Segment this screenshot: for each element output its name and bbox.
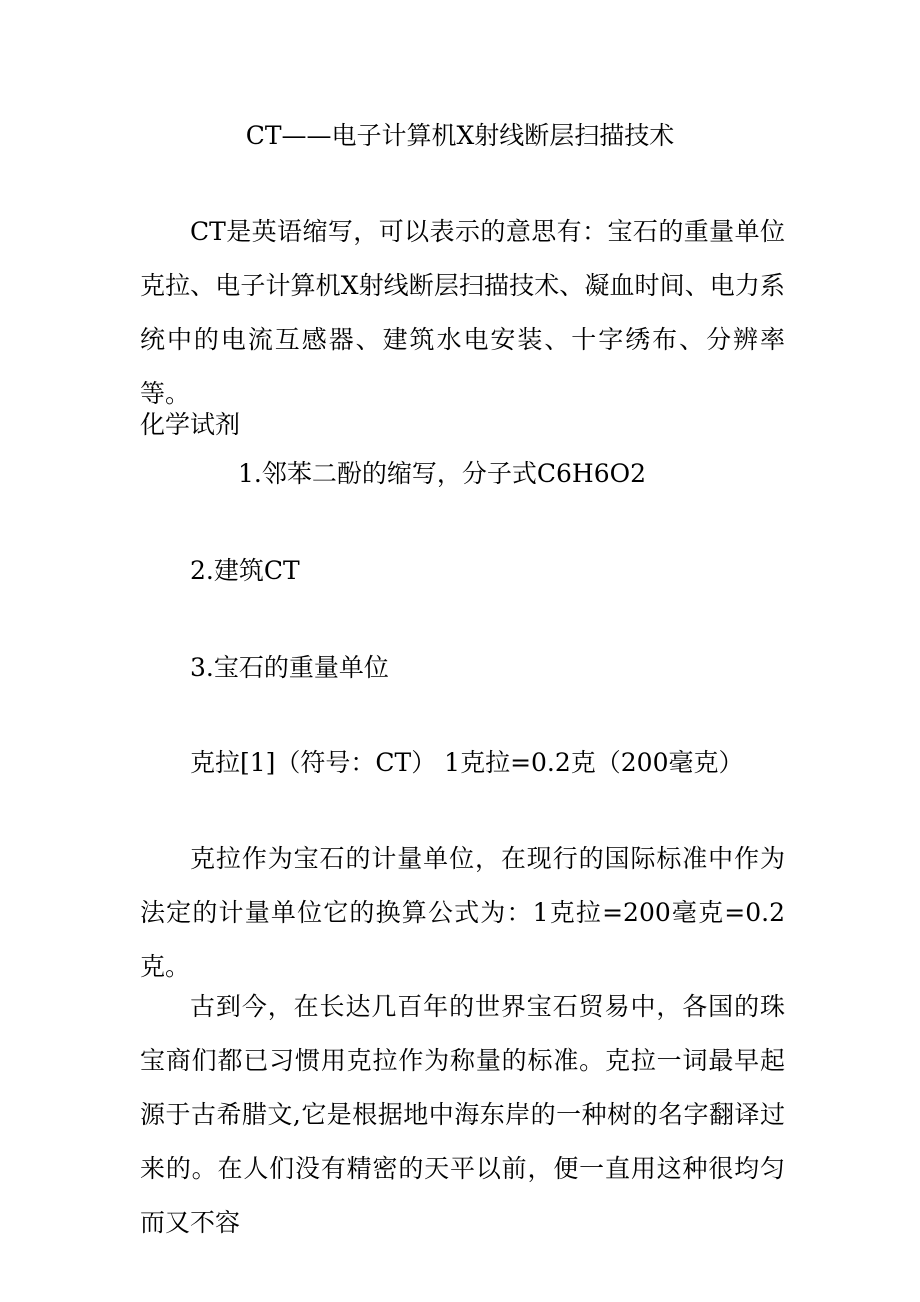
carat-history-paragraph: 古到今，在长达几百年的世界宝石贸易中，各国的珠宝商们都已习惯用克拉作为称量的标准。克拉一词最早起源于古希腊文,它是根据地中海东岸的一种树的名字翻译过来的。在人们没有精密的天平以前，便一直用这种很均匀而又不容 xyxy=(140,992,785,1237)
carat-standard-paragraph: 克拉作为宝石的计量单位，在现行的国际标准中作为法定的计量单位它的换算公式为：1克拉=200毫克=0.2克。 xyxy=(140,844,785,981)
section-heading: 化学试剂 xyxy=(140,410,241,439)
list-item-1: 1.邻苯二酚的缩写，分子式C6H6O2 xyxy=(238,459,646,488)
list-item-3: 3.宝石的重量单位 xyxy=(190,653,389,682)
document-title: CT——电子计算机X射线断层扫描技术 xyxy=(245,121,675,150)
intro-paragraph: CT是英语缩写，可以表示的意思有：宝石的重量单位克拉、电子计算机X射线断层扫描技术、凝血时间、电力系统中的电流互感器、建筑水电安装、十字绣布、分辨率等。 xyxy=(140,217,785,408)
list-item-2: 2.建筑CT xyxy=(190,556,300,585)
carat-definition: 克拉[1]（符号：CT） 1克拉=0.2克（200毫克） xyxy=(190,748,744,777)
